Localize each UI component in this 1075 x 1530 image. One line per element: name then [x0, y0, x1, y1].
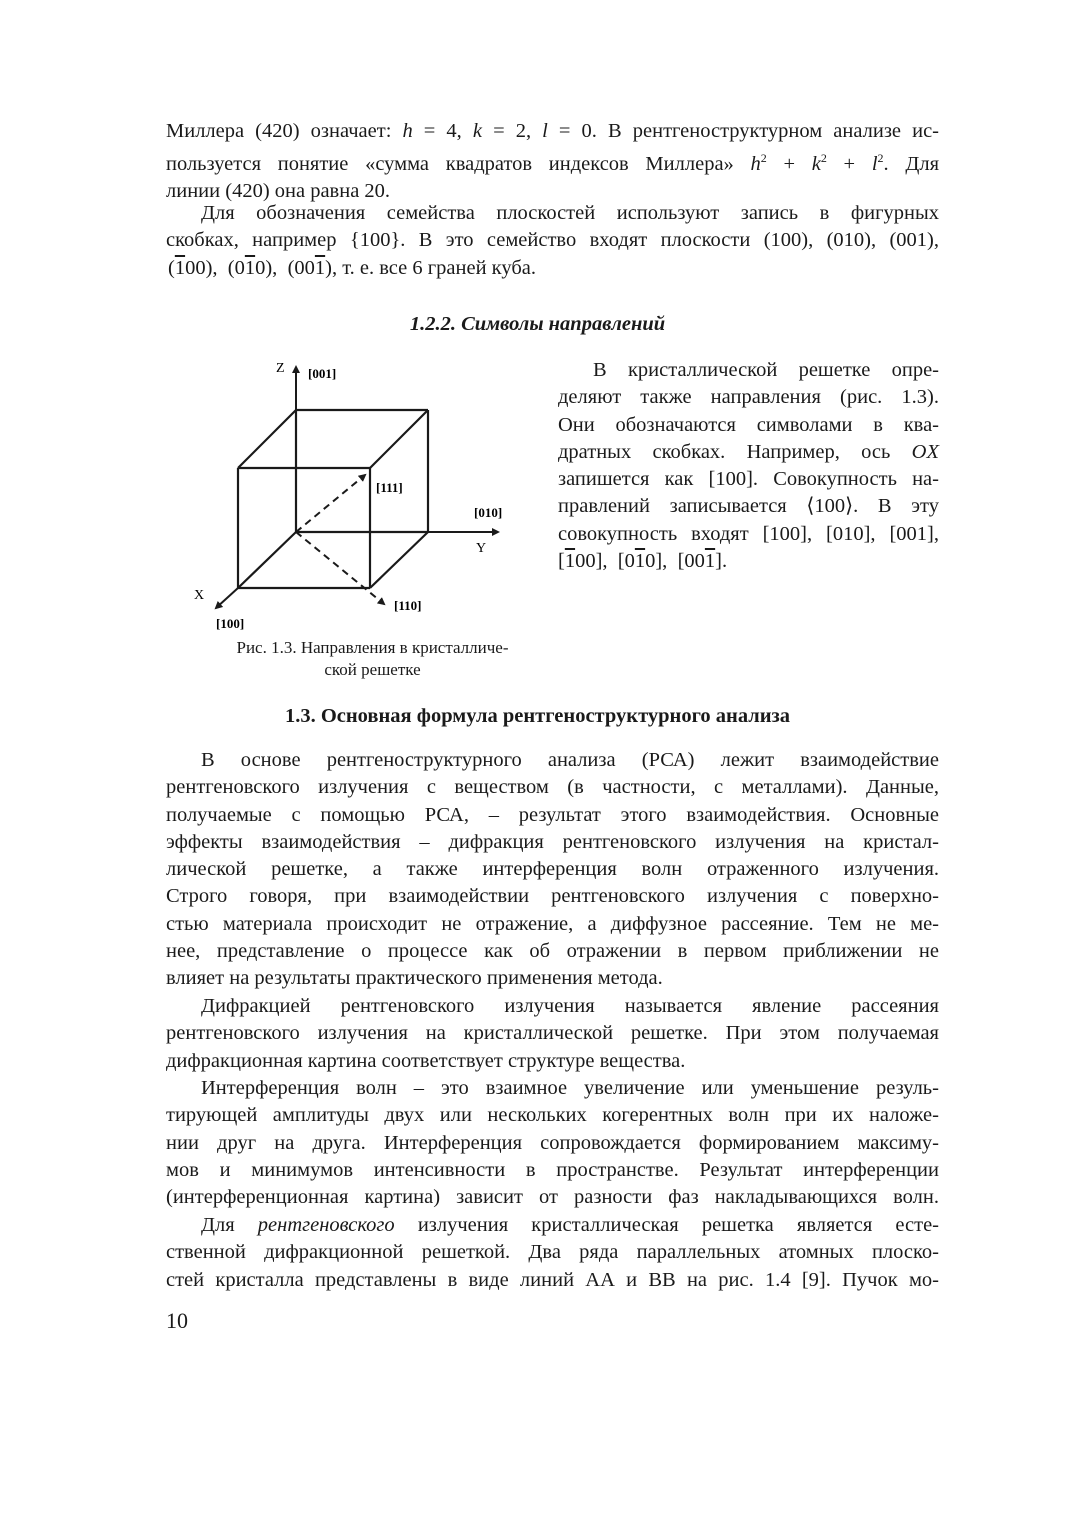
overlined-digit: 1 [634, 550, 646, 573]
text-line: эффекты взаимодействия – дифракция рентгеновского излучения на кристал- [166, 830, 939, 853]
var-k: k [472, 120, 482, 142]
text-run: 0), [255, 256, 278, 279]
text-run: (00 [287, 256, 315, 279]
section-heading-1-2-2: 1.2.2. Символы направлений [409, 313, 666, 335]
text-line: нее, представление о процессе как об отражении в первом приближении не [166, 940, 939, 963]
text-line: Строго говоря, при взаимодействии рентгеновского излучения с поверхно- [166, 885, 939, 908]
italic-run: рентгеновского [257, 1214, 395, 1236]
axis-ox: OX [911, 440, 939, 463]
text-run: ), [325, 256, 338, 279]
text-line: деляют также направления (рис. 1.3). [558, 386, 939, 409]
paragraph-xray-grating [166, 1212, 939, 1294]
label-110: [110] [394, 598, 422, 613]
text-run: . Для [883, 153, 940, 176]
text-line: стью материала происходит не отражение, а диффузное рассеяние. Тем не ме- [166, 912, 939, 935]
text-line: Для обозначения семейства плоскостей используют запись в фигурных [201, 202, 939, 224]
overlined-digit: 1 [564, 550, 576, 573]
var-k: k [811, 153, 821, 176]
text-line: лической решетке, а также интерференция волн отраженного излучения. [166, 858, 939, 881]
text-line: линии (420) она равна 20. [166, 180, 391, 203]
x-axis [216, 588, 238, 608]
paragraph-direction-symbols [558, 357, 939, 575]
text-run: 00], [575, 550, 608, 573]
label-100: [100] [216, 616, 245, 631]
caption-line: ской решетке [324, 660, 421, 679]
paragraph-interference [166, 1075, 939, 1211]
text-run: [00 [677, 550, 705, 573]
label-010: [010] [474, 505, 503, 520]
caption-line: Рис. 1.3. Направления в кристалличе- [236, 638, 509, 657]
text-run: (0 [227, 256, 245, 279]
figure-cube-directions [180, 355, 540, 645]
superscript: 2 [877, 151, 884, 166]
cube-edge [370, 532, 428, 588]
text-run: пользуется понятие «сумма квадратов индексов Миллера» [166, 153, 751, 176]
text-run: [ [558, 550, 565, 573]
text-run: ( [168, 256, 175, 279]
text-line [558, 439, 939, 466]
text-run: 0], [645, 550, 668, 573]
cube-diagram [180, 355, 540, 645]
text-line: рентгеновского излучения на кристаллической решетке. При этом получаемая [166, 1022, 939, 1045]
text-line: Интерференция волн – это взаимное увеличение или уменьшение резуль- [201, 1077, 939, 1099]
text-run: дратных скобках. Например, ось [558, 440, 912, 463]
text-line: совокупность входят [100], [010], [001], [558, 522, 939, 545]
paragraph-plane-family [166, 200, 939, 282]
cube-edge [238, 532, 296, 588]
overlined-digit: 1 [314, 256, 326, 279]
overlined-digit: 1 [174, 256, 186, 279]
text-line: Они обозначаются символами в ква- [558, 413, 939, 436]
label-x: X [194, 588, 205, 603]
text-run: + [826, 153, 872, 176]
text-run: = 2, [482, 120, 543, 142]
text-run: ]. [715, 550, 728, 573]
text-line: Дифракцией рентгеновского излучения называется явление рассеяния [201, 995, 939, 1017]
text-line: стей кристалла представлены в виде линий АА и ВВ на рис. 1.4 [9]. Пучок мо- [166, 1268, 939, 1291]
text-run: 00), [185, 256, 218, 279]
text-run: Миллера (420) означает: [166, 120, 403, 142]
direction-111-arrow [296, 475, 365, 532]
paragraph-miller-indices [166, 118, 939, 206]
text-line: получаемые с помощью РСА, – результат этого взаимодействия. Основные [166, 803, 939, 826]
text-run: Для [201, 1214, 258, 1236]
text-line: (интерференционная картина) зависит от разности фаз накладывающихся волн. [166, 1186, 939, 1209]
text-line [558, 548, 939, 575]
text-run: излучения кристаллическая решетка является есте- [394, 1214, 939, 1236]
text-run: + [766, 153, 812, 176]
text-line: скобках, например {100}. В это семейство входят плоскости (100), (010), (001), [166, 229, 939, 252]
cube-edge [238, 410, 296, 468]
var-h: h [750, 153, 761, 176]
text-line [166, 1212, 939, 1239]
section-heading-1-3: 1.3. Основная формула рентгеноструктурного анализа [284, 705, 791, 727]
paragraph-diffraction [166, 993, 939, 1075]
label-y: Y [476, 541, 487, 556]
superscript: 2 [820, 151, 827, 166]
overlined-digit: 1 [704, 550, 716, 573]
text-line: нии друг на друга. Интерференция сопровождается формированием максиму- [166, 1131, 939, 1154]
text-line: рентгеновского излучения с веществом (в частности, с металлами). Данные, [166, 776, 939, 799]
text-line: В кристаллической решетке опре- [593, 359, 939, 381]
text-line [166, 255, 939, 282]
paragraph-basis [166, 747, 939, 993]
overlined-digit: 1 [244, 256, 256, 279]
text-line: тирующей амплитуды двух или нескольких когерентных волн при их наложе- [166, 1104, 939, 1127]
text-run: т. е. все 6 граней куба. [337, 256, 536, 279]
figure-caption [200, 637, 545, 681]
superscript: 2 [760, 151, 767, 166]
text-line: мов и минимумов интенсивности в пространстве. Результат интерференции [166, 1158, 939, 1181]
label-111: [111] [376, 480, 403, 495]
cube-edge [370, 410, 428, 468]
text-run: [0 [617, 550, 635, 573]
var-l: l [542, 120, 548, 142]
page-number: 10 [166, 1308, 188, 1333]
var-l: l [871, 153, 878, 176]
text-line: влияет на результаты практического применения метода. [166, 967, 663, 990]
text-run: = 4, [412, 120, 473, 142]
var-h: h [402, 120, 413, 142]
text-line: ственной дифракционной решеткой. Два ряда параллельных атомных плоско- [166, 1241, 939, 1264]
text-line: дифракционная картина соответствует структуре вещества. [166, 1049, 686, 1072]
text-line: правлений записывается ⟨100⟩. В эту [558, 495, 939, 518]
text-line: запишется как [100]. Совокупность на- [558, 468, 939, 491]
text-line: В основе рентгеноструктурного анализа (РСА) лежит взаимодействие [201, 749, 939, 771]
text-run: = 0. В рентгеноструктурном анализе ис- [547, 120, 940, 142]
label-001: [001] [308, 366, 337, 381]
label-z: Z [276, 361, 285, 376]
